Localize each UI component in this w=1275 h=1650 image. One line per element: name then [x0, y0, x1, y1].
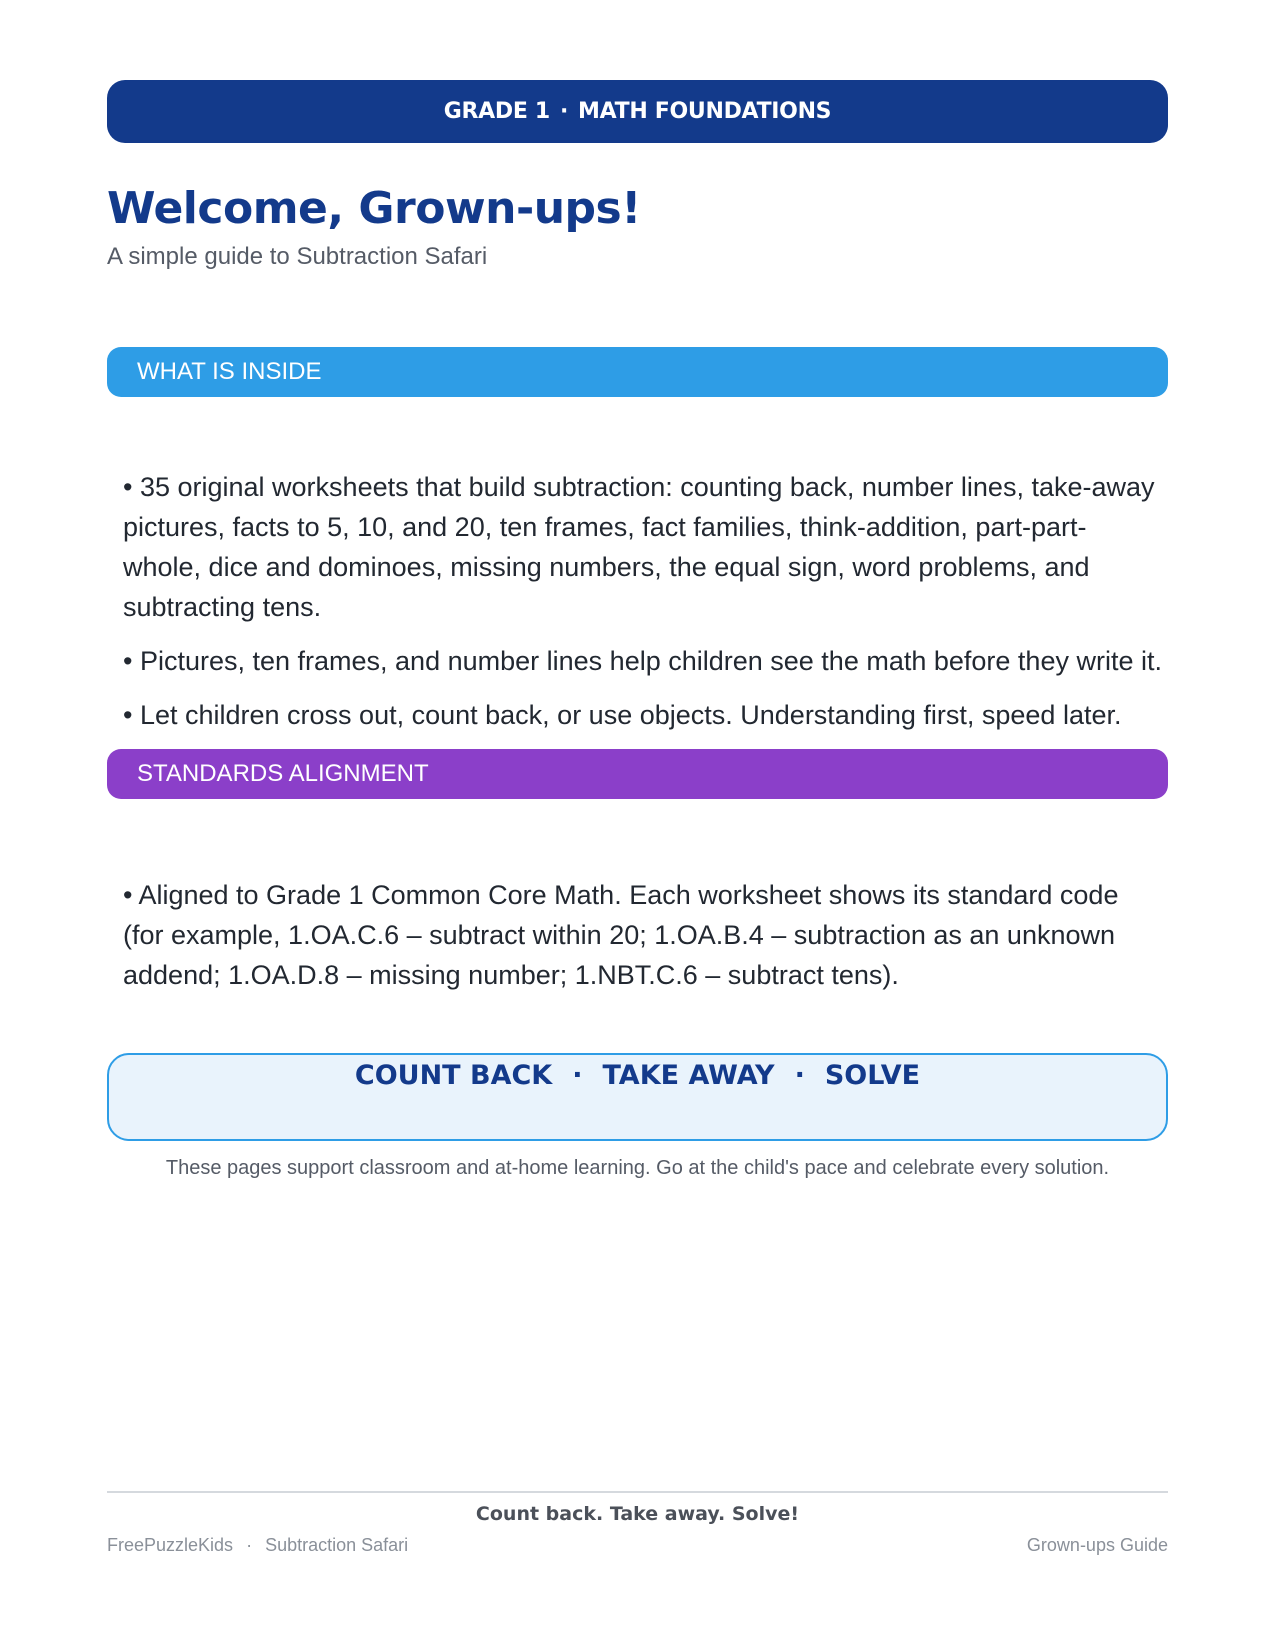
motto-count-back: COUNT BACK	[354, 1060, 553, 1092]
list-item: • Let children cross out, count back, or use objects. Understanding first, speed later.	[123, 700, 1122, 731]
list-item: • Pictures, ten frames, and number lines help children see the math before they write it.	[123, 646, 1162, 677]
footer-tagline: Count back. Take away. Solve!	[475, 1503, 800, 1525]
footer-separator: ·	[246, 1535, 253, 1555]
list-item: • Aligned to Grade 1 Common Core Math. Each worksheet shows its standard code (for example, 1.OA.C.6 – subtract within 20; 1.OA.B.4 – subtraction as an unknown addend; 1.OA.D.8 – missing number; 1.NBT.C.6 – subtract tens).	[123, 880, 1119, 991]
list-item: • 35 original worksheets that build subtraction: counting back, number lines, take-away pictures, facts to 5, 10, and 20, ten frames, fact families, think-addition, part-part-whole, dice and dominoes, missing numbers, the equal sign, word problems, and subtracting tens.	[123, 472, 1155, 623]
motto-box	[107, 1053, 1168, 1141]
footer-left	[107, 1535, 408, 1556]
motto-separator: ·	[794, 1060, 805, 1092]
section-header-standards-alignment: STANDARDS ALIGNMENT	[107, 749, 1168, 799]
footer-guide-label: Grown-ups Guide	[1026, 1535, 1168, 1555]
standards-bullet-list	[123, 875, 1163, 995]
page-title: Welcome, Grown-ups!	[107, 183, 641, 234]
footer-row	[107, 1535, 1168, 1556]
page-subtitle: A simple guide to Subtraction Safari	[107, 243, 488, 271]
grade-banner	[107, 80, 1168, 143]
inside-bullet-list	[123, 467, 1163, 735]
banner-separator: ·	[559, 99, 568, 124]
motto-take-away: TAKE AWAY	[602, 1060, 775, 1092]
motto-solve: SOLVE	[824, 1060, 921, 1092]
guide-page	[107, 80, 1168, 1180]
footer-product: Subtraction Safari	[265, 1535, 409, 1555]
motto-separator: ·	[572, 1060, 583, 1092]
subject-label: MATH FOUNDATIONS	[578, 99, 832, 124]
page-footer	[107, 1491, 1168, 1556]
footer-brand: FreePuzzleKids	[107, 1535, 234, 1555]
section-header-what-is-inside: WHAT IS INSIDE	[107, 347, 1168, 397]
support-note: These pages support classroom and at-home learning. Go at the child's pace and celebrate every solution.	[165, 1157, 1110, 1180]
grade-label: GRADE 1	[443, 99, 550, 124]
